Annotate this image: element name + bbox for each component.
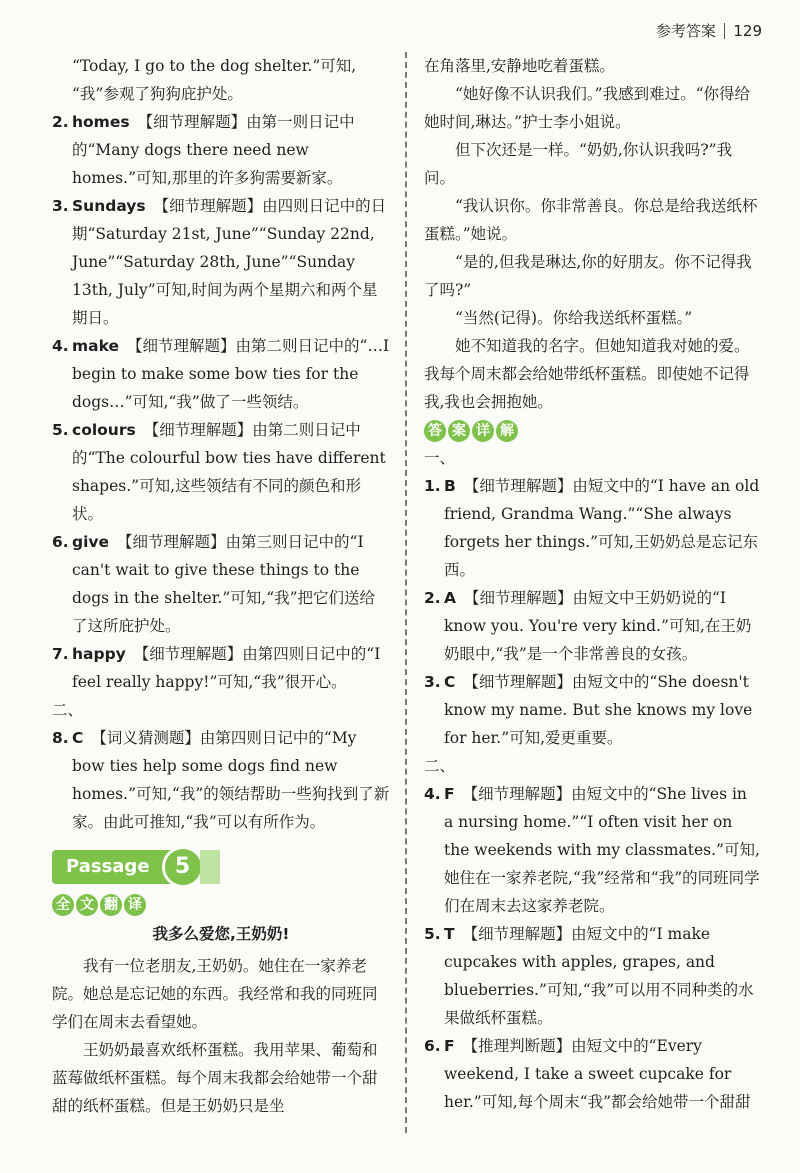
tag-char: 翻 [100, 894, 122, 916]
section-title: 参考答案 [655, 22, 716, 40]
passage-number: 5 [162, 846, 204, 888]
story-paragraph: 她不知道我的名字。但她知道我对她的爱。我每个周末都会给她带纸杯蛋糕。即使她不记得我,我也会拥抱她。 [424, 337, 750, 411]
item-answer: T [444, 925, 455, 943]
item-answer: make [72, 337, 120, 355]
item-answer: happy [72, 645, 126, 663]
item-number: 3. [52, 197, 69, 215]
item-answer: A [444, 589, 456, 607]
item-answer: B [444, 477, 456, 495]
item-explanation: 【细节理解题】由短文中王奶奶说的“I know you. You're very kind.”可知,在王奶奶眼中,“我”是一个非常善良的女孩。 [444, 589, 752, 663]
item-explanation: 【细节理解题】由短文中的“She doesn't know my name. But she knows my love for her.”可知,爱更重要。 [444, 673, 753, 747]
item-explanation: 【细节理解题】由短文中的“I have an old friend, Grandma Wang.”“She always forgets her things.”可知,王奶奶总是忘记东西。 [444, 477, 760, 579]
item-explanation: 【细节理解题】由短文中的“I make cupcakes with apples, grapes, and blueberries.”可知,“我”可以用不同种类的水果做纸杯蛋糕。 [444, 925, 754, 1027]
answer-item [52, 640, 390, 696]
page-number: 129 [733, 21, 762, 40]
section-heading: 一、 [424, 449, 456, 467]
item-number: 5. [52, 421, 69, 439]
item-answer: colours [72, 421, 136, 439]
answer-item [52, 332, 390, 416]
story-paragraph: 王奶奶最喜欢纸杯蛋糕。我用苹果、葡萄和蓝莓做纸杯蛋糕。每个周末我都会给她带一个甜甜的纸杯蛋糕。但是王奶奶只是坐 [52, 1041, 378, 1115]
tag-char: 文 [76, 894, 98, 916]
answer-item [52, 724, 390, 836]
tag-char: 解 [496, 420, 518, 442]
answer-item [424, 1032, 760, 1116]
item-number: 2. [52, 113, 69, 131]
answer-item [52, 108, 390, 192]
item-number: 4. [424, 785, 441, 803]
item-number: 4. [52, 337, 69, 355]
tag-char: 全 [52, 894, 74, 916]
item-explanation: 【推理判断题】由短文中的“Every weekend, I take a sweet cupcake for her.”可知,每个周末“我”都会给她带一个甜甜 [444, 1037, 751, 1111]
answer-item [424, 584, 760, 668]
story-paragraph: “当然(记得)。你给我送纸杯蛋糕。” [455, 309, 693, 327]
tag-char: 答 [424, 420, 446, 442]
item-number: 8. [52, 729, 69, 747]
translation-tag [52, 894, 146, 916]
item-answer: F [444, 1037, 455, 1055]
item-explanation: 【细节理解题】由第一则日记中的“Many dogs there need new homes.”可知,那里的许多狗需要新家。 [72, 113, 355, 187]
right-column [424, 52, 760, 1116]
item-number: 7. [52, 645, 69, 663]
story-paragraph-continued: 在角落里,安静地吃着蛋糕。 [424, 57, 615, 75]
section-heading: 二、 [52, 701, 84, 719]
answer-item [52, 192, 390, 332]
item-answer: give [72, 533, 110, 551]
story-paragraph: 我有一位老朋友,王奶奶。她住在一家养老院。她总是忘记她的东西。我经常和我的同班同学们在周末去看望她。 [52, 957, 378, 1031]
story-paragraph: 但下次还是一样。“奶奶,你认识我吗?”我问。 [424, 141, 733, 187]
banner-tail [200, 850, 220, 884]
item-answer: C [72, 729, 84, 747]
answer-item [52, 528, 390, 640]
left-column [52, 52, 390, 1120]
item-explanation: 【细节理解题】由四则日记中的日期“Saturday 21st, June”“Sunday 22nd, June”“Saturday 28th, June”“Sunday 13th, July”可知,时间为两个星期六和两个星期日。 [72, 197, 387, 327]
story-paragraph: “她好像不认识我们。”我感到难过。“你得给她时间,琳达。”护士李小姐说。 [424, 85, 751, 131]
item-explanation: 【细节理解题】由第二则日记中的“…I begin to make some bow ties for the dogs…”可知,“我”做了一些领结。 [72, 337, 390, 411]
item-number: 3. [424, 673, 441, 691]
item-answer: F [444, 785, 455, 803]
answer-item [52, 416, 390, 528]
item-number: 2. [424, 589, 441, 607]
answer-explanation-tag [424, 420, 518, 442]
item-number: 6. [52, 533, 69, 551]
item-explanation: 【细节理解题】由第三则日记中的“I can't wait to give these things to the dogs in the shelter.”可知,“我”把它们送给了这所庇护处。 [72, 533, 376, 635]
item-answer: homes [72, 113, 130, 131]
story-title: 我多么爱您,王奶奶! [152, 925, 290, 943]
intro-line-2: “我”参观了狗狗庇护处。 [72, 85, 243, 103]
answer-item [424, 472, 760, 584]
item-number: 6. [424, 1037, 441, 1055]
column-divider [405, 52, 407, 1133]
section-heading: 二、 [424, 757, 456, 775]
page-header [656, 20, 762, 41]
answer-item [424, 668, 760, 752]
answer-item [424, 920, 760, 1032]
intro-line-1: “Today, I go to the dog shelter.”可知, [72, 57, 357, 75]
item-number: 1. [424, 477, 441, 495]
tag-char: 案 [448, 420, 470, 442]
passage-label: Passage [52, 850, 172, 884]
passage-banner [52, 850, 220, 884]
item-explanation: 【词义猜测题】由第四则日记中的“My bow ties help some dogs find new homes.”可知,“我”的领结帮助一些狗找到了新家。由此可推知,“我”可以有所作为。 [72, 729, 390, 831]
item-explanation: 【细节理解题】由短文中的“She lives in a nursing home.”“I often visit her on the weekends with my classmates.”可知,她住在一家养老院,“我”经常和“我”的同班同学们在周末去这家养老院。 [444, 785, 760, 915]
header-separator [724, 23, 726, 39]
story-paragraph: “是的,但我是琳达,你的好朋友。你不记得我了吗?” [424, 253, 752, 299]
item-answer: Sundays [72, 197, 146, 215]
item-explanation: 【细节理解题】由第四则日记中的“I feel really happy!”可知,“我”很开心。 [72, 645, 381, 691]
item-number: 5. [424, 925, 441, 943]
tag-char: 详 [472, 420, 494, 442]
item-explanation: 【细节理解题】由第二则日记中的“The colourful bow ties have different shapes.”可知,这些领结有不同的颜色和形状。 [72, 421, 386, 523]
tag-char: 译 [124, 894, 146, 916]
item-answer: C [444, 673, 456, 691]
answer-item [424, 780, 760, 920]
story-paragraph: “我认识你。你非常善良。你总是给我送纸杯蛋糕。”她说。 [424, 197, 758, 243]
